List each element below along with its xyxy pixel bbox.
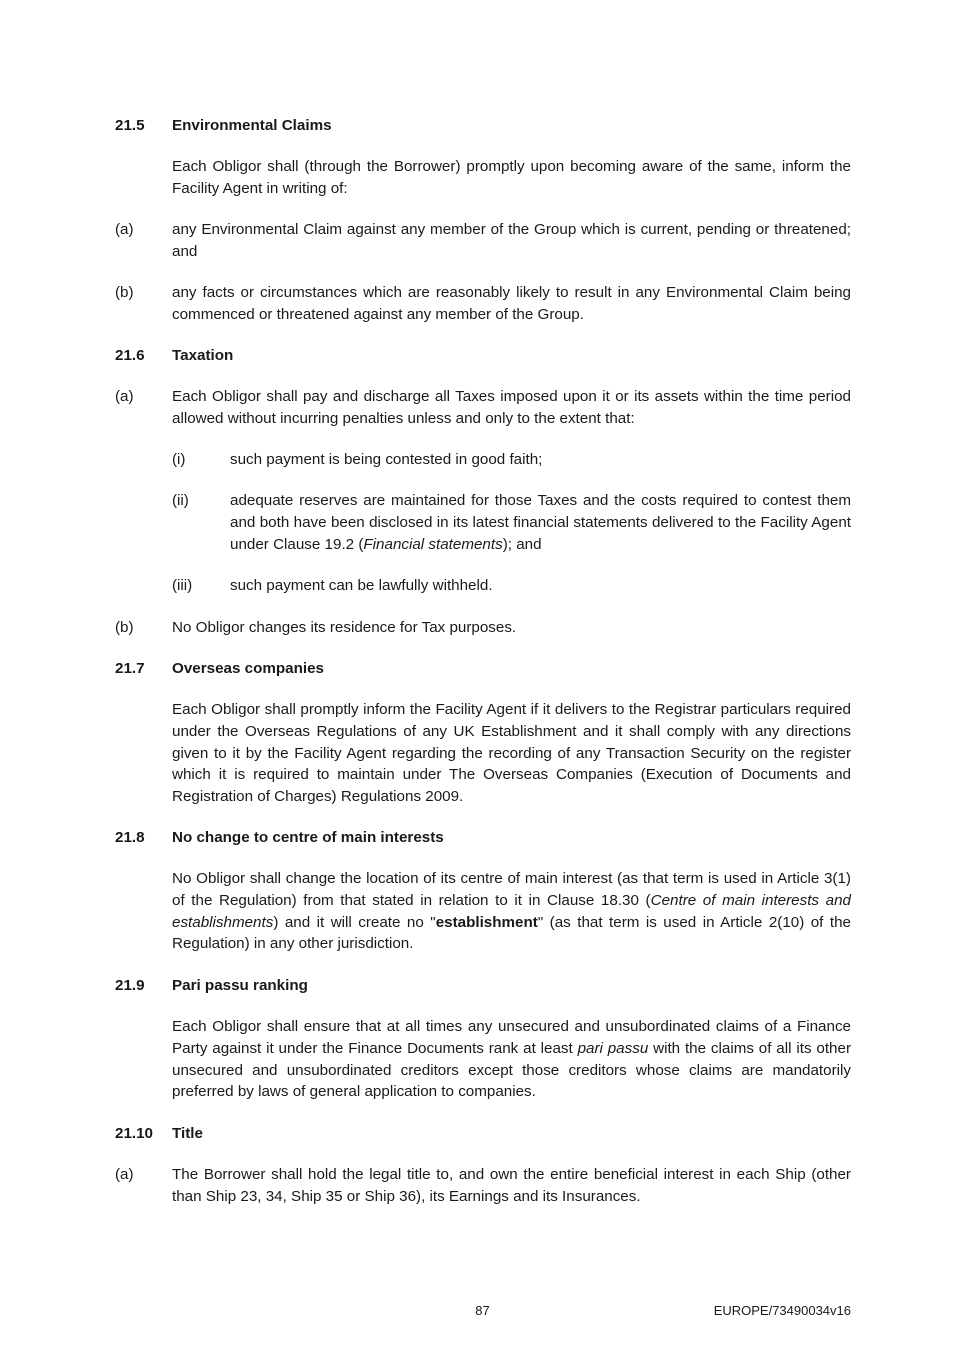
page-number: 87 (475, 1303, 490, 1318)
subitem-text: such payment can be lawfully withheld. (230, 577, 493, 594)
subitem-text (230, 490, 851, 555)
section-heading-21-9 (115, 975, 855, 997)
text-run: Each Obligor shall ensure that at all times any unsecured and unsubordinated claims of a Finance Party against it under the Finance Documents rank at least (172, 1018, 851, 1057)
section-title: Overseas companies (172, 660, 324, 677)
section-text: Each Obligor shall promptly inform the Facility Agent if it delivers to the Registrar particulars required under the Overseas Regulations of any UK Establishment and it shall comply with any directions given to it by the Facility Agent regarding the recording of any Transaction Security on the register which it is required to maintain under The Overseas Companies (Execution of Documents and Registration of Charges) Regulations 2009. (172, 701, 851, 806)
section-intro: Each Obligor shall (through the Borrower) promptly upon becoming aware of the same, inform the Facility Agent in writing of: (172, 158, 851, 197)
section-number: 21.10 (115, 1125, 154, 1142)
subitem-text: such payment is being contested in good faith; (230, 451, 543, 468)
subitem-label: (ii) (172, 492, 189, 509)
item-label: (a) (115, 388, 134, 405)
text-run: ); and (502, 535, 542, 553)
section-heading-21-6 (115, 345, 855, 367)
text-run: adequate reserves are maintained for those Taxes and the costs required to contest them and both have been disclosed in its latest financial statements delivered to the Facility Agent under Clause 19.2 ( (230, 492, 851, 553)
section-heading-21-10 (115, 1123, 855, 1145)
section-number: 21.8 (115, 829, 145, 846)
item-label: (b) (115, 284, 134, 301)
text-run: with the claims of all its other unsecured and unsubordinated creditors except those creditors whose claims are mandatorily preferred by laws of general application to companies. (172, 1039, 851, 1101)
subitem-label: (i) (172, 451, 186, 468)
section-title: Taxation (172, 347, 234, 364)
item-text: The Borrower shall hold the legal title to, and own the entire beneficial interest in each Ship (other than Ship 23, 34, Ship 35 or Ship 36), its Earnings and its Insurances. (172, 1166, 851, 1205)
item-text: Each Obligor shall pay and discharge all Taxes imposed upon it or its assets within the time period allowed without incurring penalties unless and only to the extent that: (172, 388, 851, 427)
text-run: No Obligor shall change the location of its centre of main interest (as that term is used in Article 3(1) of the Regulation) from that stated in relation to it in Clause 18.30 ( (172, 870, 851, 909)
item-text: any facts or circumstances which are reasonably likely to result in any Environmental Claim being commenced or threatened against any member of the Group. (172, 284, 851, 323)
italic-reference: Centre of main interests and establishments (172, 891, 851, 931)
bold-term: establishment (435, 913, 538, 931)
section-number: 21.6 (115, 347, 145, 364)
section-title: Environmental Claims (172, 117, 332, 134)
section-heading-21-8 (115, 827, 855, 849)
italic-term: pari passu (577, 1039, 649, 1057)
section-heading-21-7 (115, 658, 855, 680)
item-text: any Environmental Claim against any member of the Group which is current, pending or threatened; and (172, 221, 851, 260)
item-text: No Obligor changes its residence for Tax purposes. (172, 619, 517, 636)
subitem-label: (iii) (172, 577, 193, 594)
section-title: Title (172, 1125, 203, 1142)
section-heading-21-5 (115, 115, 855, 137)
italic-reference: Financial statements (363, 535, 503, 553)
item-label: (a) (115, 1166, 134, 1183)
document-reference: EUROPE/73490034v16 (713, 1303, 851, 1318)
section-text (172, 868, 851, 955)
section-title: Pari passu ranking (172, 977, 308, 994)
section-text (172, 1016, 851, 1103)
section-title: No change to centre of main interests (172, 829, 444, 846)
section-number: 21.9 (115, 977, 145, 994)
item-label: (a) (115, 221, 134, 238)
section-number: 21.7 (115, 660, 145, 677)
text-run: ) and it will create no " (273, 913, 436, 931)
text-run: " (as that term is used in Article 2(10) of the Regulation) in any other jurisdiction. (172, 913, 851, 953)
item-label: (b) (115, 619, 134, 636)
section-number: 21.5 (115, 117, 145, 134)
